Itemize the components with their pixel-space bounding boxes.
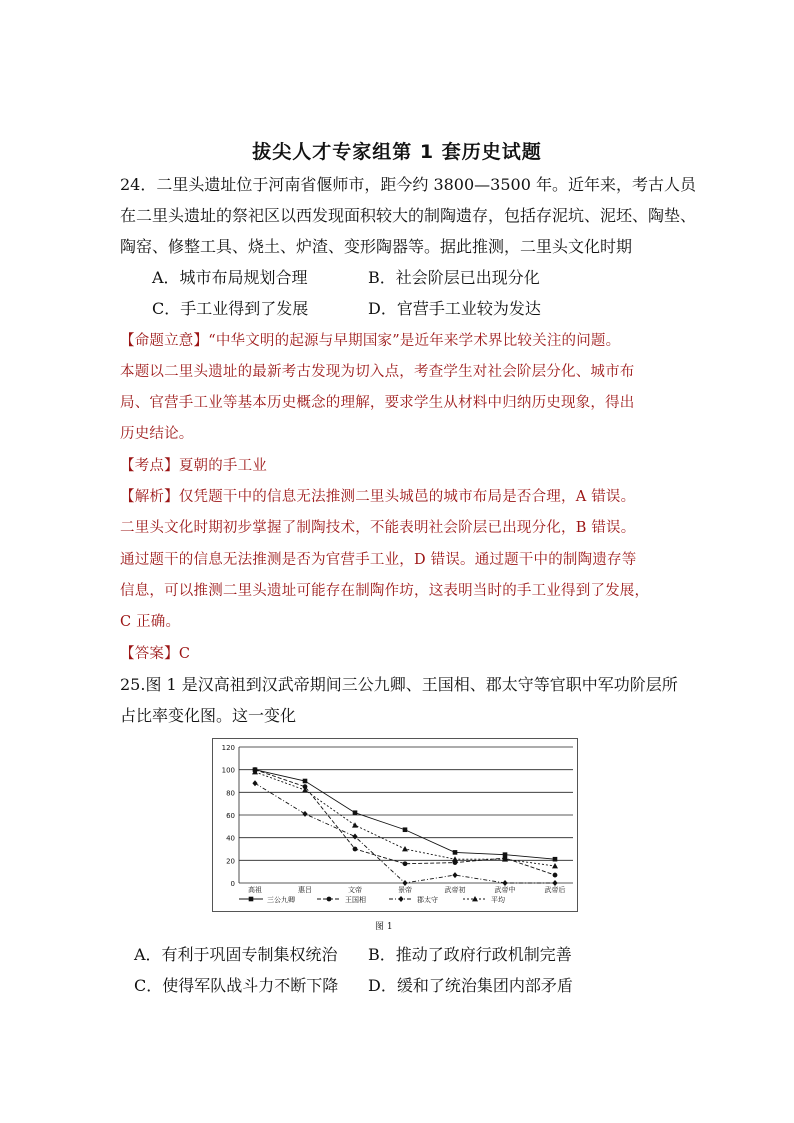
y-tick-label: 100 [221,766,235,775]
intent-label: 【命题立意】 [120,333,209,349]
q24-option-c: C．手工业得到了发展 [152,299,309,318]
x-tick-label: 武帝中 [494,886,516,894]
data-point [352,822,358,827]
analysis-line-3: 通过题干的信息无法推测是否为官营手工业，D 错误。通过题干中的制陶遗存等 [120,552,637,568]
q25-stem-line-1: 25.图 1 是汉高祖到汉武帝期间三公九卿、王国相、郡太守等官职中军功阶层所 [120,675,678,694]
q25-stem-line-2: 占比率变化图。这一变化 [120,706,297,725]
series-line-1 [255,770,555,860]
analysis-line-2: 二里头文化时期初步掌握了制陶技术，不能表明社会阶层已出现分化，B 错误。 [120,520,636,536]
point-line [120,455,267,477]
data-point [303,779,308,784]
y-tick-label: 20 [226,857,235,866]
q24-option-a: A．城市布局规划合理 [152,268,308,287]
x-tick-label: 景帝 [398,886,412,894]
y-tick-label: 40 [226,834,235,843]
data-point [453,850,458,855]
data-point [302,811,307,817]
data-point [403,827,408,832]
answer-line [120,643,190,665]
chart-svg [213,739,577,911]
analysis-line-4: 信息，可以推测二里头遗址可能存在制陶作坊，这表明当时的手工业得到了发展， [120,583,650,599]
legend-label: 平均 [491,896,505,904]
intent-text-1: “中华文明的起源与早期国家”是近年来学术界比较关注的问题。 [208,333,621,349]
legend-marker [249,897,254,902]
answer-label: 【答案】 [120,646,179,662]
data-point [353,810,358,815]
chart-frame [212,738,578,912]
data-point [403,861,408,866]
q24-option-d: D．官营手工业较为发达 [368,299,541,318]
q24-stem-line-1: 24．二里头遗址位于河南省偃师市，距今约 3800—3500 年。近年来，考古人员 [120,175,696,194]
y-tick-label: 0 [230,880,235,888]
data-point [553,873,558,878]
q25-option-d: D．缓和了统治集团内部矛盾 [368,976,573,995]
legend-label: 郡太守 [417,896,438,904]
q24-stem-line-2: 在二里头遗址的祭祀区以西发现面积较大的制陶遗存，包括存泥坑、泥坯、陶垫、 [120,206,697,225]
data-point [353,847,358,852]
data-point [452,856,458,861]
data-point [352,834,357,840]
q25-option-c: C．使得军队战斗力不断下降 [134,976,339,995]
intent-line-4: 历史结论。 [120,426,194,442]
q25-option-a: A．有利于巩固专制集权统治 [134,945,338,964]
x-tick-label: 武帝初 [444,886,466,894]
analysis-line-1 [120,486,635,508]
intent-line-3: 局、官营手工业等基本历史概念的理解，要求学生从材料中归纳历史现象，得出 [120,395,635,411]
analysis-line-5: C 正确。 [120,614,181,630]
y-tick-label: 80 [226,789,235,798]
x-tick-label: 武帝后 [544,886,566,894]
x-tick-label: 高祖 [248,886,262,894]
point-label: 【考点】 [120,458,179,474]
point-text: 夏朝的手工业 [178,458,268,474]
data-point [452,872,457,878]
intent-line-2: 本题以二里头遗址的最新考古发现为切入点，考查学生对社会阶层分化、城市布 [120,364,635,380]
legend-label: 三公九卿 [267,896,295,904]
q24-stem-line-3: 陶窑、修整工具、烧土、炉渣、变形陶器等。据此推测，二里头文化时期 [120,237,633,256]
data-point [553,857,558,862]
q25-option-b: B．推动了政府行政机制完善 [368,945,572,964]
analysis-text-1: 仅凭题干中的信息无法推测二里头城邑的城市布局是否合理，A 错误。 [178,489,636,505]
legend-marker [398,896,403,902]
page-title: 拔尖人才专家组第 1 套历史试题 [252,141,542,163]
series-line-4 [255,772,555,866]
legend-label: 王国相 [345,896,366,904]
legend-marker [327,897,332,902]
chart-caption: 图 1 [375,922,393,932]
analysis-label: 【解析】 [120,489,179,505]
data-point [402,846,408,851]
y-tick-label: 120 [221,744,235,752]
q24-option-b: B．社会阶层已出现分化 [368,268,540,287]
x-tick-label: 文帝 [348,886,362,894]
series-line-3 [255,783,555,883]
y-tick-label: 60 [226,812,235,820]
intent-line-1 [120,330,620,352]
x-tick-label: 惠吕 [298,886,312,894]
data-point [552,863,558,868]
series-line-2 [255,770,555,875]
answer-text: C [178,646,191,662]
data-point [252,780,257,786]
